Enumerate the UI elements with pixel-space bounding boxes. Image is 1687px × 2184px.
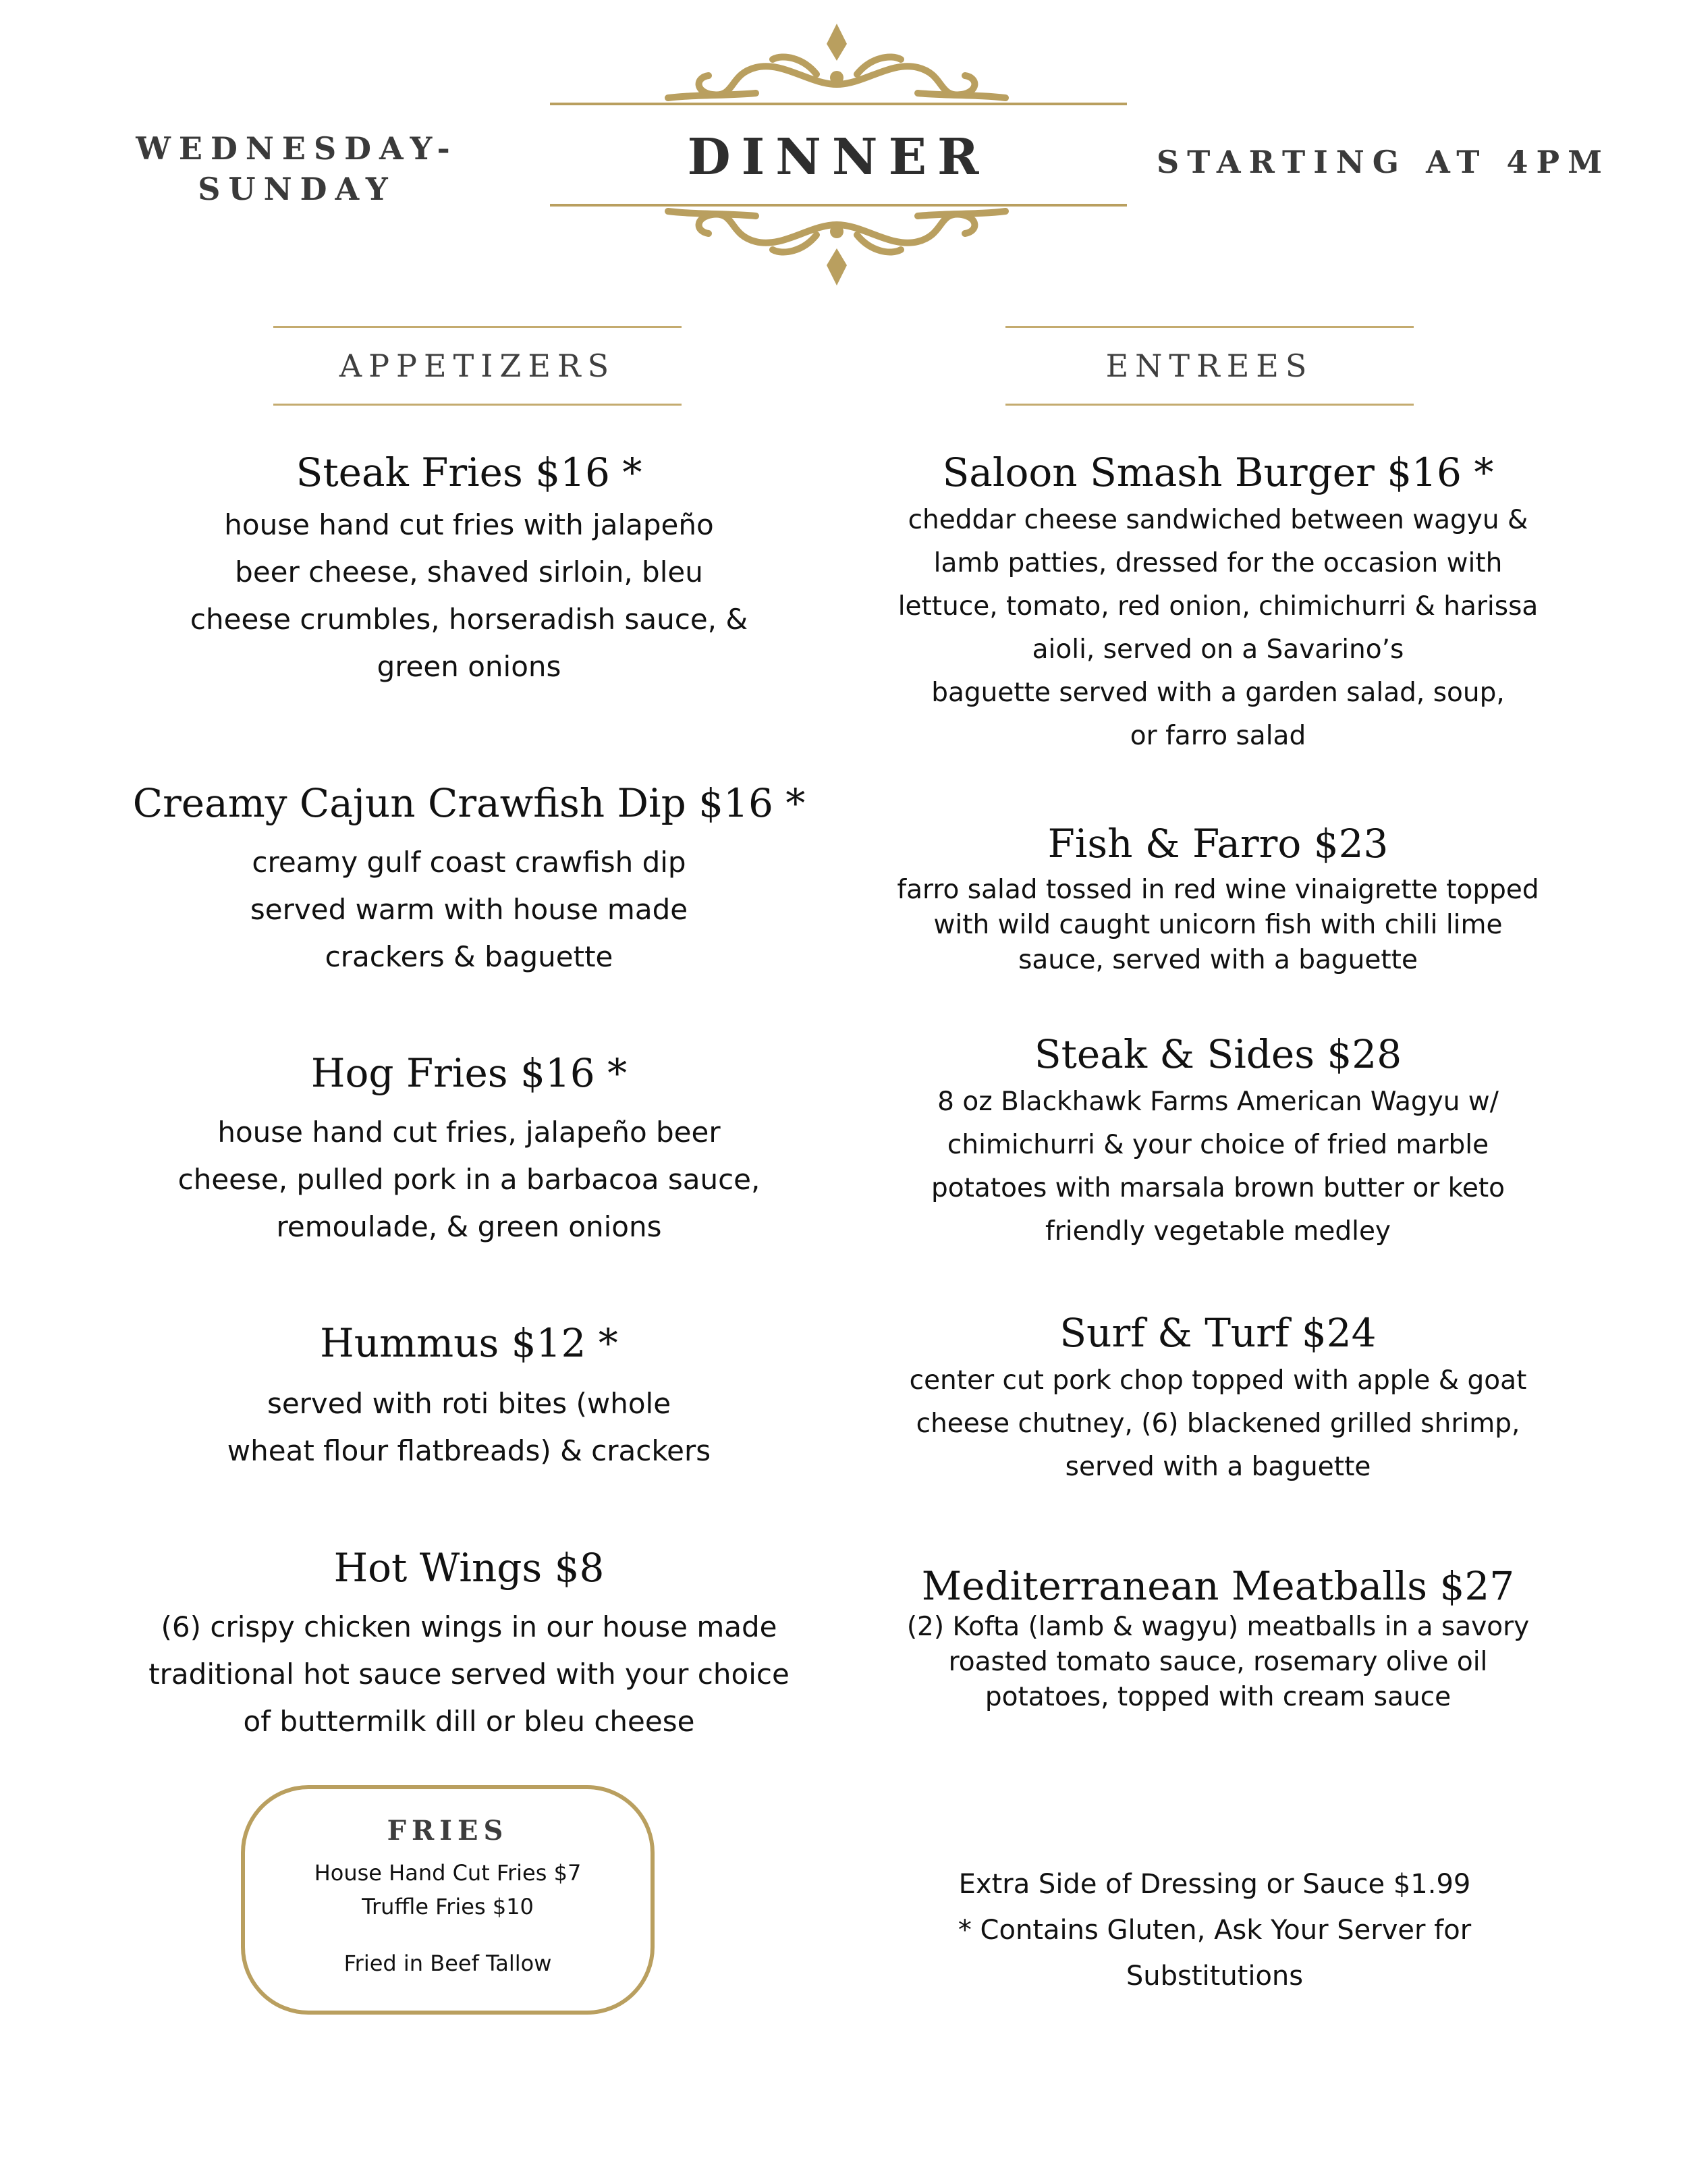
gluten-note: * Contains Gluten, Ask Your Server for: [958, 1915, 1472, 1946]
appetizers-heading: APPETIZERS: [339, 348, 616, 384]
item-title: Creamy Cajun Crawfish Dip $16 *: [132, 780, 806, 826]
fries-note: Fried in Beef Tallow: [343, 1950, 552, 1976]
item-description: [844, 873, 1593, 978]
item-title: Steak & Sides $28: [1034, 1031, 1402, 1077]
description-line: or farro salad: [1130, 721, 1306, 751]
item-title: Fish & Farro $23: [1047, 821, 1389, 867]
item-title: Saloon Smash Burger $16 *: [942, 449, 1494, 495]
description-line: friendly vegetable medley: [1045, 1216, 1391, 1247]
entrees-bottom-rule: [1005, 404, 1414, 406]
item-description: [844, 1610, 1593, 1715]
days-label: [128, 128, 466, 209]
item-description: [101, 1380, 837, 1475]
item-title: Hummus $12 *: [320, 1320, 618, 1366]
appetizers-bottom-rule: [273, 404, 682, 406]
fries-heading: FRIES: [387, 1815, 509, 1847]
description-line: potatoes, topped with cream sauce: [985, 1682, 1451, 1712]
fries-box: [241, 1785, 655, 2015]
description-line: potatoes with marsala brown butter or keto: [931, 1173, 1505, 1203]
entrees-heading: ENTREES: [1105, 348, 1314, 384]
entree-fish-farro: [844, 820, 1593, 978]
item-title: Hog Fries $16 *: [310, 1050, 628, 1096]
header-top-rule: [550, 103, 1127, 105]
description-line: traditional hot sauce served with your choice: [148, 1658, 790, 1691]
description-line: remoulade, & green onions: [276, 1210, 662, 1243]
item-title: Surf & Turf $24: [1059, 1310, 1377, 1356]
item-title: Mediterranean Meatballs $27: [921, 1563, 1515, 1609]
top-flourish-ornament: [648, 20, 1026, 101]
entree-mediterranean-meatballs: [844, 1562, 1593, 1715]
days-line-1: WEDNESDAY-: [136, 130, 458, 167]
description-line: green onions: [377, 650, 561, 683]
description-line: crackers & baguette: [325, 940, 613, 973]
description-line: (6) crispy chicken wings in our house made: [161, 1610, 777, 1643]
description-line: lamb patties, dressed for the occasion with: [933, 548, 1503, 578]
item-description: [101, 1109, 837, 1251]
entree-surf-turf: [844, 1309, 1593, 1489]
entree-smash-burger: [844, 449, 1593, 758]
description-line: cheddar cheese sandwiched between wagyu &: [908, 505, 1528, 535]
description-line: roasted tomato sauce, rosemary olive oil: [948, 1647, 1488, 1677]
item-description: [101, 1604, 837, 1745]
menu-notes: [877, 1861, 1552, 1999]
description-line: served with roti bites (whole: [267, 1387, 671, 1420]
appetizer-hummus: [101, 1319, 837, 1475]
description-line: (2) Kofta (lamb & wagyu) meatballs in a savory: [906, 1612, 1530, 1642]
appetizer-hog-fries: [101, 1049, 837, 1251]
description-line: with wild caught unicorn fish with chili lime: [933, 910, 1503, 940]
item-description: [844, 499, 1593, 758]
description-line: creamy gulf coast crawfish dip: [252, 846, 686, 879]
description-line: of buttermilk dill or bleu cheese: [243, 1705, 695, 1738]
fries-item: Truffle Fries $10: [362, 1894, 534, 1919]
bottom-flourish-ornament: [648, 208, 1026, 289]
description-line: cheese, pulled pork in a barbacoa sauce,: [177, 1163, 760, 1196]
start-time-label: STARTING AT 4PM: [1156, 144, 1611, 180]
description-line: beer cheese, shaved sirloin, bleu: [235, 555, 703, 589]
gluten-note-continued: Substitutions: [1126, 1961, 1304, 1992]
description-line: lettuce, tomato, red onion, chimichurri & harissa: [897, 591, 1539, 622]
page-title: DINNER: [687, 128, 990, 186]
fries-item: House Hand Cut Fries $7: [314, 1860, 582, 1886]
description-line: sauce, served with a baguette: [1018, 945, 1418, 975]
days-line-2: SUNDAY: [198, 171, 396, 207]
description-line: house hand cut fries, jalapeño beer: [217, 1116, 721, 1149]
description-line: chimichurri & your choice of fried marble: [947, 1130, 1489, 1160]
header-bottom-rule: [550, 204, 1127, 207]
description-line: cheese crumbles, horseradish sauce, &: [190, 603, 748, 636]
extra-sauce-note: Extra Side of Dressing or Sauce $1.99: [958, 1869, 1471, 1900]
appetizers-top-rule: [273, 326, 682, 328]
item-description: [101, 839, 837, 981]
appetizer-steak-fries: [101, 449, 837, 690]
appetizer-hot-wings: [101, 1544, 837, 1745]
description-line: 8 oz Blackhawk Farms American Wagyu w/: [937, 1087, 1499, 1117]
entree-steak-sides: [844, 1031, 1593, 1253]
item-description: [844, 1081, 1593, 1253]
description-line: farro salad tossed in red wine vinaigrette topped: [897, 875, 1539, 905]
description-line: served with a baguette: [1065, 1452, 1371, 1482]
description-line: served warm with house made: [250, 893, 688, 926]
description-line: aioli, served on a Savarino’s: [1032, 634, 1404, 665]
description-line: wheat flour flatbreads) & crackers: [227, 1434, 711, 1467]
item-description: [844, 1359, 1593, 1489]
item-title: Steak Fries $16 *: [296, 449, 642, 495]
description-line: house hand cut fries with jalapeño: [224, 508, 714, 541]
appetizer-crawfish-dip: [101, 780, 837, 981]
description-line: cheese chutney, (6) blackened grilled shrimp,: [916, 1409, 1520, 1439]
description-line: baguette served with a garden salad, soup,: [931, 678, 1505, 708]
entrees-top-rule: [1005, 326, 1414, 328]
item-description: [101, 501, 837, 690]
item-title: Hot Wings $8: [333, 1545, 605, 1591]
description-line: center cut pork chop topped with apple & goat: [909, 1365, 1527, 1396]
fries-list: [245, 1856, 651, 1980]
